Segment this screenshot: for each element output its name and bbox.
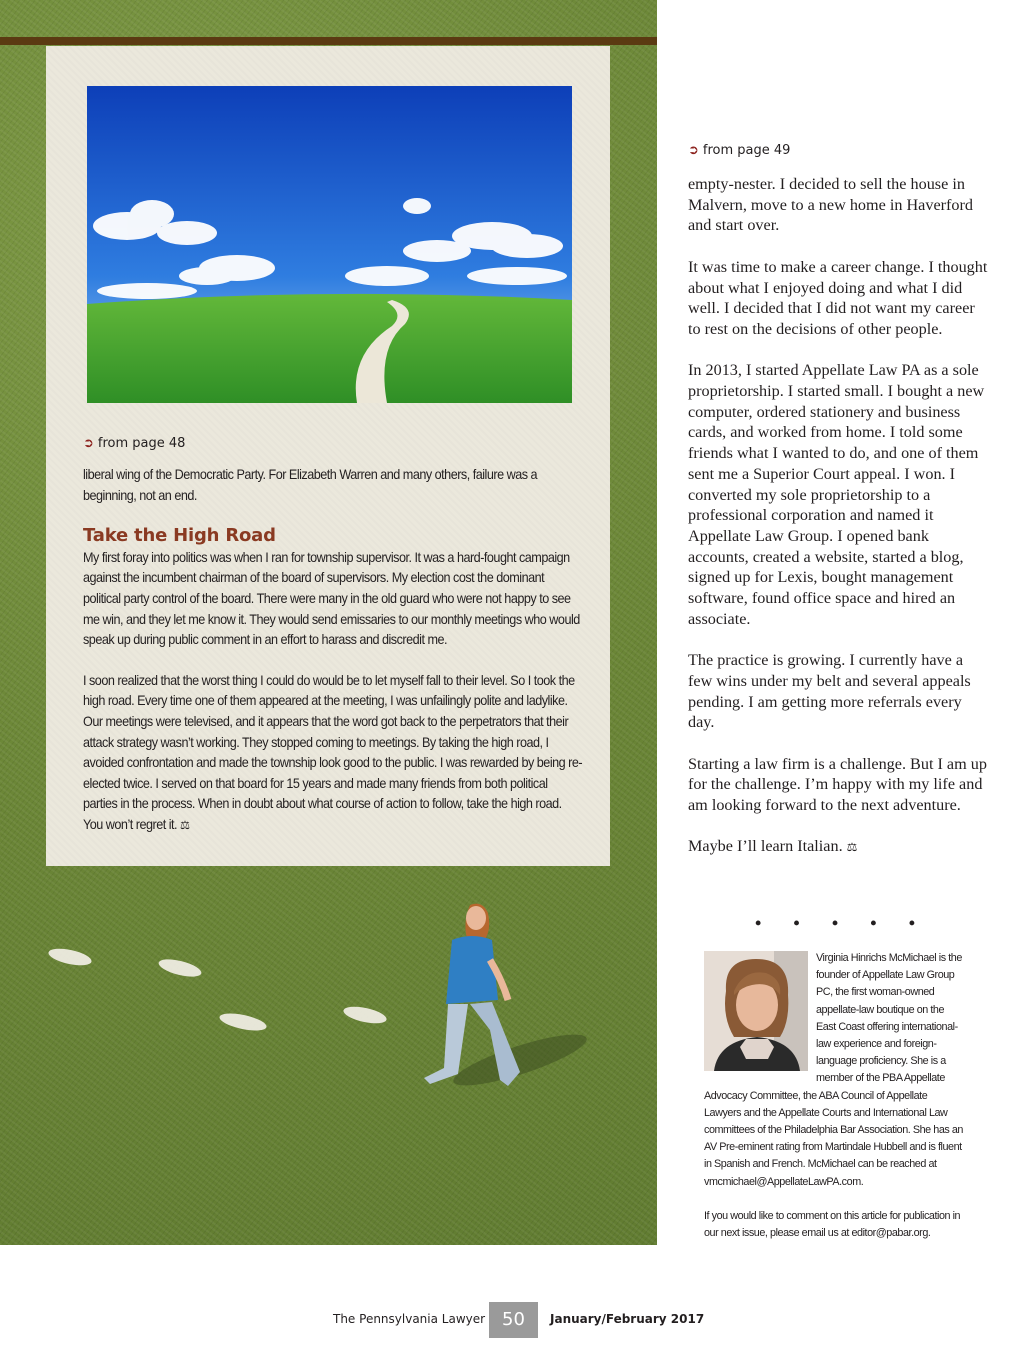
- right-paragraph: empty-nester. I decided to sell the house in Malvern, move to a new home in Haverford and start over.: [688, 175, 973, 235]
- right-arrow-icon: ➲: [83, 436, 94, 451]
- right-paragraph: In 2013, I started Appellate Law PA as a sole proprietorship. I started small. I bought a new computer, ordered stationery and business cards, and worked from home. I told some friends what I wanted to do, and one of them sent me a Superior Court appeal. I won. I converted my sole proprietorship to a professional corporation and named it Appellate Law Group. I opened bank accounts, created a website, started a blog, signed up for Lexis, bought management software, found office space and hired an associate.: [688, 361, 985, 628]
- right-article-body: [688, 174, 988, 879]
- left-paragraph-3: I soon realized that the worst thing I could do would be to let myself fall to their level. So I took the high road. Every time one of them appeared at the meeting, I was unfailingly polite and ladylike. Our meetings were televised, and it appears that the word got back to the perpetrators that their attack strategy wasn’t working. They stopped coming to meetings. By taking the high road, I avoided confrontation and made the township look good to the public. I was rewarded by being re-elected twice. I served on that board for 15 years and made many friends from both political parties in the process. When in doubt about what course of action to follow, take the high road. You won’t regret it. ⚖: [83, 672, 583, 832]
- right-paragraph: The practice is growing. I currently have a few wins under my belt and several appeals pending. I am getting more referrals every day.: [688, 651, 971, 732]
- left-paragraph-2: My first foray into politics was when I ran for township supervisor. It was a hard-fought campaign against the incumbent chairman of the board of supervisors. My election cost the dominant political party control of the board. There were many in the old guard who were not happy to see me win, and they let me know it. They would send emissaries to our monthly meetings who would speak up during public comment in an effort to harass and discredit me.: [83, 549, 580, 648]
- page-number: 50: [489, 1302, 538, 1338]
- right-arrow-icon: ➲: [688, 143, 699, 158]
- comment-note: If you would like to comment on this article for publication in our next issue, please email us at editor@pabar.org.: [704, 1209, 961, 1240]
- scales-of-justice-icon: ⚖: [180, 817, 190, 832]
- right-paragraph-last: Maybe I’ll learn Italian. ⚖: [688, 837, 858, 856]
- issue-date: January/February 2017: [550, 1312, 705, 1326]
- section-heading: Take the High Road: [83, 525, 276, 547]
- right-paragraph: Starting a law firm is a challenge. But I am up for the challenge. I’m happy with my life and am looking forward to the next adventure.: [688, 754, 987, 815]
- author-bio: [704, 950, 966, 1259]
- continuation-from-page-48: ➲ from page 48: [83, 436, 186, 451]
- top-rule: [0, 37, 657, 45]
- scales-of-justice-icon: ⚖: [846, 840, 858, 855]
- left-article-body: [83, 465, 582, 856]
- landscape-photo: [87, 86, 572, 403]
- continuation-from-page-49: ➲ from page 49: [688, 143, 791, 158]
- right-paragraph: It was time to make a career change. I thought about what I enjoyed doing and what I did well. I decided that I did not want my career to rest on the decisions of other people.: [688, 257, 988, 338]
- walking-girl-illustration: [424, 904, 591, 1095]
- left-paragraph-1: liberal wing of the Democratic Party. For Elizabeth Warren and many others, failure was a beginning, not an end.: [83, 467, 538, 503]
- author-bio-text: Virginia Hinrichs McMichael is the founder of Appellate Law Group PC, the first woman-owned appellate-law boutique on the East Coast offering international-law experience and foreign-language proficiency. She is a member of the PBA Appellate Advocacy Committee, the ABA Council of Appellate Lawyers and the Appellate Courts and International Law committees of the Philadelphia Bar Association. She has an AV Pre-eminent rating from Martindale Hubbell and is fluent in Spanish and French. McMichael can be reached at vmcmichael@AppellateLawPA.com.: [704, 952, 963, 1188]
- publication-name: The Pennsylvania Lawyer: [333, 1312, 486, 1326]
- section-divider-dots: • • • • •: [755, 913, 915, 933]
